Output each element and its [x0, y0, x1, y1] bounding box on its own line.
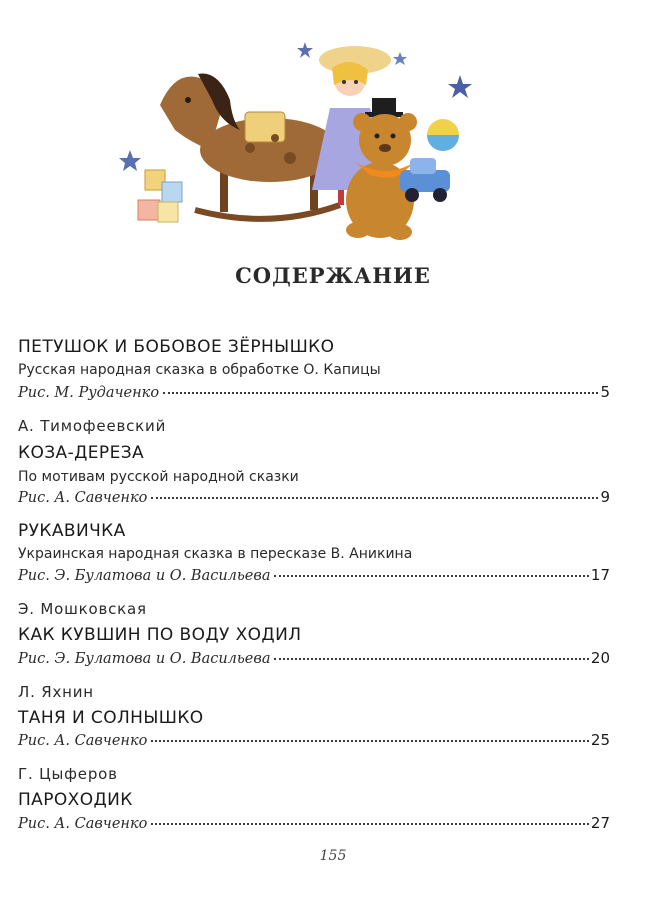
toc-entry-illustrator-line[interactable]	[18, 814, 610, 832]
dot-leader	[151, 497, 598, 499]
toc-entry-author: Л. Яхнин	[18, 683, 94, 701]
toc-entry-illustrator-line[interactable]	[18, 731, 610, 749]
page-number: 155	[319, 848, 347, 864]
toc-entry-title[interactable]: КОЗА-ДЕРЕЗА	[18, 443, 145, 463]
toc-entry-illustrator-line[interactable]	[18, 383, 610, 401]
toc-entry-illustrator-line[interactable]	[18, 488, 610, 506]
dot-leader	[163, 392, 598, 394]
toc-entry-title[interactable]: ПЕТУШОК И БОБОВОЕ ЗЁРНЫШКО	[18, 337, 335, 357]
dot-leader	[274, 575, 588, 577]
toc-entry-illustrator-line[interactable]	[18, 566, 610, 584]
toc-entry-illustrator: Рис. Э. Булатова и О. Васильева	[18, 568, 271, 584]
toc-entry-subtitle: По мотивам русской народной сказки	[18, 469, 299, 485]
dot-leader	[151, 740, 589, 742]
toc-entry-page: 25	[590, 731, 610, 749]
toc-entry-author: Г. Цыферов	[18, 765, 118, 783]
toc-entry-title[interactable]: ПАРОХОДИК	[18, 790, 133, 810]
toc-entry-illustrator: Рис. М. Рудаченко	[18, 385, 160, 401]
dot-leader	[151, 823, 589, 825]
toc-entry-page: 5	[600, 383, 610, 401]
toc-entry-page: 27	[590, 814, 610, 832]
toc-entry-page: 20	[590, 649, 610, 667]
toc-entry-subtitle: Русская народная сказка в обработке О. Капицы	[18, 362, 381, 378]
toc-entry-page: 9	[600, 488, 610, 506]
toc-entry-illustrator: Рис. А. Савченко	[18, 490, 148, 506]
toc-entry-author: Э. Мошковская	[18, 600, 147, 618]
toc-entry-title[interactable]: КАК КУВШИН ПО ВОДУ ХОДИЛ	[18, 625, 302, 645]
toc-entry-page: 17	[590, 566, 610, 584]
toc-entry-illustrator: Рис. А. Савченко	[18, 733, 148, 749]
toc-entry-title[interactable]: РУКАВИЧКА	[18, 521, 126, 541]
toc-entry-subtitle: Украинская народная сказка в пересказе В. Аникина	[18, 546, 413, 562]
toc-entry-illustrator-line[interactable]	[18, 649, 610, 667]
toc-entry-title[interactable]: ТАНЯ И СОЛНЫШКО	[18, 708, 204, 728]
toc-entry-illustrator: Рис. А. Савченко	[18, 816, 148, 832]
toc-entry-author: А. Тимофеевский	[18, 417, 167, 435]
page-title: СОДЕРЖАНИЕ	[235, 263, 431, 288]
toc-entry-illustrator: Рис. Э. Булатова и О. Васильева	[18, 651, 271, 667]
dot-leader	[274, 658, 588, 660]
